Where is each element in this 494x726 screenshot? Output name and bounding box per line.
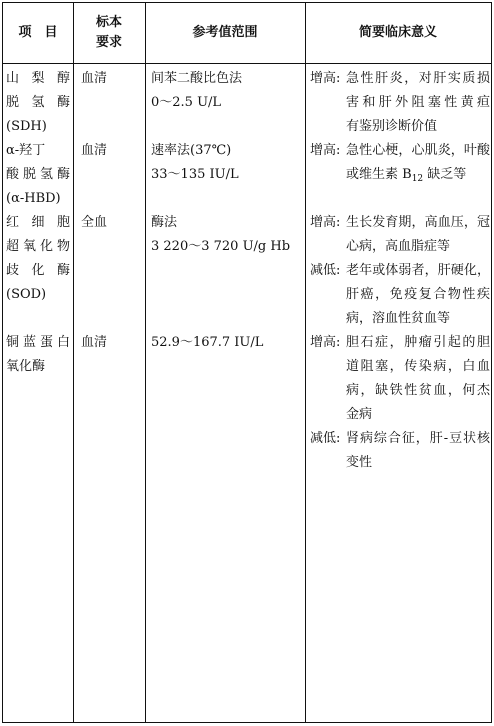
meaning-line: 道阻塞，传染病，白血 bbox=[346, 359, 490, 374]
meaning-line: 有鉴别诊断价值 bbox=[346, 119, 438, 134]
meaning-line: 金病 bbox=[346, 407, 373, 422]
meaning-line-with-subscript bbox=[346, 163, 490, 191]
row-cp-name bbox=[6, 331, 70, 379]
name-line: 酸脱氢酶 bbox=[6, 167, 70, 182]
header-reference-label: 参考值范围 bbox=[192, 25, 258, 40]
specimen-text: 全血 bbox=[81, 215, 108, 230]
reference-line: 33～135 IU/L bbox=[151, 167, 239, 182]
column-divider-2 bbox=[145, 3, 146, 722]
row-sod-meaning bbox=[310, 211, 490, 331]
row-sdh-specimen bbox=[81, 67, 141, 91]
row-cp-meaning bbox=[310, 331, 490, 475]
meaning-line: 害和肝外阻塞性黄疸 bbox=[346, 95, 490, 110]
meaning-segment: 或维生素 B bbox=[346, 167, 412, 182]
meaning-line: 病，溶血性贫血等 bbox=[346, 311, 451, 326]
row-sod-specimen bbox=[81, 211, 141, 235]
name-line: 红细胞 bbox=[6, 215, 70, 230]
name-line: 歧化酶 bbox=[6, 263, 70, 278]
meaning-entry bbox=[310, 259, 490, 331]
row-hbd-reference bbox=[151, 139, 303, 187]
name-line: (SDH) bbox=[6, 119, 47, 134]
row-hbd-meaning bbox=[310, 139, 490, 191]
meaning-entry bbox=[310, 331, 490, 427]
meaning-line: 肝癌，免疫复合物性疾 bbox=[346, 287, 490, 302]
meaning-entry bbox=[310, 67, 490, 139]
header-item bbox=[3, 3, 73, 63]
reference-line: 速率法(37℃) bbox=[151, 143, 232, 158]
meaning-line: 急性心梗，心肌炎，叶酸 bbox=[346, 143, 490, 158]
meaning-line: 老年或体弱者，肝硬化， bbox=[346, 263, 490, 278]
name-line: 山梨醇 bbox=[6, 71, 70, 86]
row-hbd-name bbox=[6, 139, 70, 211]
column-divider-3 bbox=[305, 3, 306, 722]
meaning-line: 胆石症，肿瘤引起的胆 bbox=[346, 335, 490, 350]
row-sod-name bbox=[6, 211, 70, 307]
row-cp-reference bbox=[151, 331, 303, 355]
meaning-line: 变性 bbox=[346, 455, 373, 470]
row-hbd-specimen bbox=[81, 139, 141, 163]
header-item-label: 项 目 bbox=[18, 25, 58, 40]
header-specimen-line1: 标本 bbox=[95, 15, 122, 30]
name-line: 铜蓝蛋白 bbox=[6, 335, 70, 350]
specimen-text: 血清 bbox=[81, 143, 108, 158]
meaning-line: 生长发育期，高血压，冠 bbox=[346, 215, 490, 230]
row-sdh-reference bbox=[151, 67, 303, 115]
header-clinical-meaning bbox=[305, 3, 491, 63]
name-line: (SOD) bbox=[6, 287, 47, 302]
row-sdh-meaning bbox=[310, 67, 490, 139]
header-reference-range bbox=[145, 3, 305, 63]
specimen-text: 血清 bbox=[81, 71, 108, 86]
reference-line: 间苯二酸比色法 bbox=[151, 71, 243, 86]
header-specimen-line2: 要求 bbox=[95, 35, 122, 50]
meaning-line: 心病，高血脂症等 bbox=[346, 239, 451, 254]
meaning-line: 肾病综合征，肝-豆状核 bbox=[346, 431, 490, 446]
meaning-tag: 增高: bbox=[310, 215, 341, 230]
meaning-tag: 减低: bbox=[310, 263, 341, 278]
name-line: 脱氢酶 bbox=[6, 95, 70, 110]
meaning-entry bbox=[310, 427, 490, 475]
meaning-tag: 增高: bbox=[310, 71, 341, 86]
meaning-tag: 增高: bbox=[310, 335, 341, 350]
reference-line: 52.9～167.7 IU/L bbox=[151, 335, 264, 350]
row-cp-specimen bbox=[81, 331, 141, 355]
b12-subscript: 12 bbox=[411, 174, 424, 184]
name-line: α-羟丁 bbox=[6, 143, 46, 158]
reference-table bbox=[2, 2, 492, 723]
reference-line: 酶法 bbox=[151, 215, 178, 230]
meaning-entry bbox=[310, 139, 490, 191]
reference-line: 3 220～3 720 U/g Hb bbox=[151, 239, 291, 254]
header-clinical-label: 简要临床意义 bbox=[358, 25, 437, 40]
row-sod-reference bbox=[151, 211, 303, 259]
name-line: (α-HBD) bbox=[6, 191, 61, 206]
header-specimen bbox=[73, 3, 145, 63]
specimen-text: 血清 bbox=[81, 335, 108, 350]
row-sdh-name bbox=[6, 67, 70, 139]
meaning-line: 急性肝炎，对肝实质损 bbox=[346, 71, 490, 86]
meaning-tag: 增高: bbox=[310, 143, 341, 158]
reference-line: 0～2.5 U/L bbox=[151, 95, 222, 110]
meaning-entry bbox=[310, 211, 490, 259]
column-divider-1 bbox=[73, 3, 74, 722]
name-line: 氧化酶 bbox=[6, 359, 46, 374]
meaning-tag: 减低: bbox=[310, 431, 341, 446]
header-divider bbox=[3, 63, 491, 64]
name-line: 超氧化物 bbox=[6, 239, 70, 254]
meaning-segment: 缺乏等 bbox=[427, 167, 467, 182]
meaning-line: 病，缺铁性贫血，何杰 bbox=[346, 383, 490, 398]
